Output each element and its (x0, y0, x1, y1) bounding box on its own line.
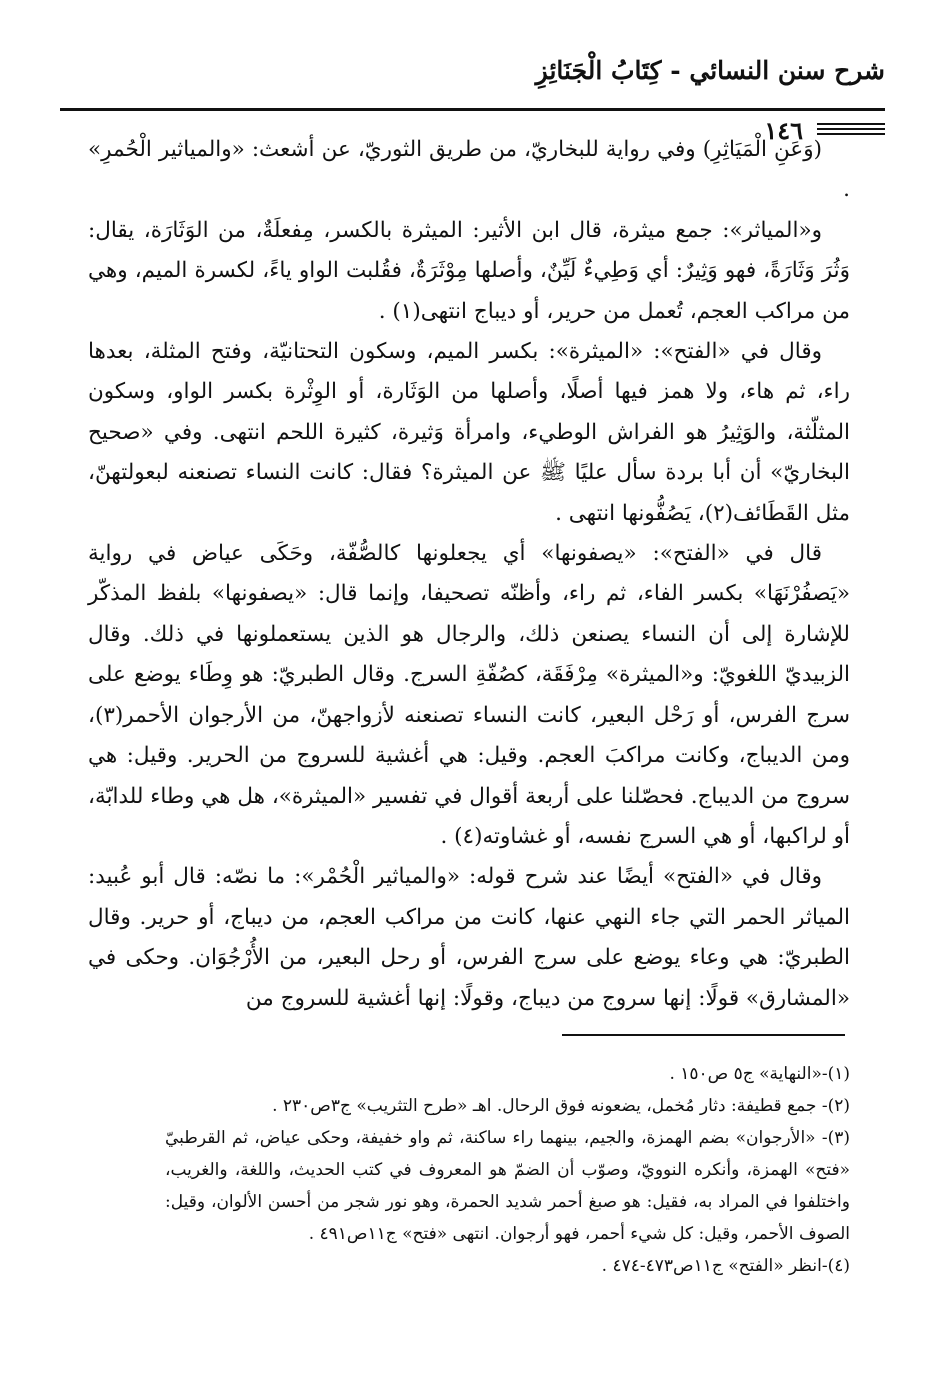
running-title: شرح سنن النسائي - كِتَابُ الْجَنَائِزِ (535, 56, 885, 85)
paragraph: وقال في «الفتح» أيضًا عند شرح قوله: «والمياثير الْحُمْر»: ما نصّه: قال أبو عُبيد: المياثر الحمر التي جاء النهي عنها، كانت من مراكب العجم، من ديباج، أو حرير. وقال الطبريّ: هي وعاء يوضع على سرج الفرس، أو رحل البعير، من الأُرْجُوَان. وحكى في «المشارق» قولًا: إنها سروج من ديباج، وقولًا: إنها أغشية للسروج من (88, 864, 850, 1011)
footnote: (٢)- جمع قطيفة: دثار مُخمل، يضعونه فوق الرحال. اهـ «طرح التثريب» ج٣ص٢٣٠ . (272, 1096, 850, 1116)
paragraph: وقال في «الفتح»: «الميثرة»: بكسر الميم، وسكون التحتانيّة، وفتح المثلة، بعدها راء، ثم هاء، ولا همز فيها أصلًا، وأصلها من الوَثَارة، أو الوِثْرة بكسر الواو، وسكون المثلّثة، والوَثِيرُ هو الفراش الوطيء، وامرأة وَثيرة، كثيرة اللحم انتهى. وفي «صحيح البخاريّ» أن أبا بردة سأل عليًا ﷺ عن الميثرة؟ فقال: كانت النساء تصنعنه لبعولتهنّ، مثل القَطَائف(٢)، يَصُفُّونها انتهى . (88, 339, 850, 526)
footnote-separator (562, 1034, 845, 1036)
header-rule (60, 108, 885, 111)
main-text (88, 130, 850, 1019)
footnote: (٤)-انظر «الفتح» ج١١ص٤٧٣-٤٧٤ . (601, 1256, 850, 1276)
paragraph: و«المياثر»: جمع ميثرة، قال ابن الأثير: الميثرة بالكسر، مِفعلَةٌ، من الوَثَارَة، يقال: وَثُرَ وَثَارَةً، فهو وَثِيرٌ: أي وَطِيءٌ لَيِّنٌ، وأصلها مِوْثَرَةٌ، فقُلبت الواو ياءً، لكسرة الميم، وهي من مراكب العجم، تُعمل من حرير، أو ديباج انتهى(١) . (88, 217, 850, 324)
paragraph: (وَعَنِ الْمَيَاثِرِ) وفي رواية للبخاريّ، من طريق الثوريّ، عن أشعث: «والمياثير الْحُمرِ» . (88, 137, 850, 203)
paragraph: قال في «الفتح»: «يصفونها» أي يجعلونها كالصُّفّة، وحَكَى عياض في رواية «يَصفُرْنَهَا» بكسر الفاء، ثم راء، وأظنّه تصحيفا، وإنما قال: «يصفونها» بلفظ المذكّر للإشارة إلى أن النساء يصنعن ذلك، والرجال هو الذين يستعملونها في ذلك. وقال الزبيديّ اللغويّ: و«الميثرة» مِرْفَقَة، كصُفّةِ السرج. وقال الطبريّ: هو وِطَاء يوضع على سرج الفرس، أو رَحْل البعير، كانت النساء تصنعنه لأزواجهنّ، من الأرجوان الأحمر(٣)، ومن الديباج، وكانت مراكبَ العجم. وقيل: هي أغشية للسروج من الحرير. وقيل: هي سروج من الديباج. فحصّلنا على أربعة أقوال في تفسير «الميثرة»، هل هي وطاء للدابّة، أو لراكبها، أو هي السرج نفسه، أو غشاوته(٤) . (88, 541, 850, 849)
footnote: (١)-«النهاية» ج٥ ص١٥٠ . (669, 1064, 850, 1084)
page-header (60, 28, 885, 145)
page-number: ١٤٦ (764, 116, 803, 145)
footnote: (٣)- «الأرجوان» بضم الهمزة، والجيم، بينهما راء ساكنة، ثم واو خفيفة، وحكى عياض، ثم القرطبيّ «فتح» الهمزة، وأنكره النوويّ، وصوّب أن الضمّ هو المعروف في كتب الحديث، واللغة، والغريب، واختلفوا في المراد به، فقيل: هو صبغ أحمر شديد الحمرة، وهو نور شجر من أحسن الألوان، وقيل: الصوف الأحمر، وقيل: كل شيء أحمر، فهو أرجوان. انتهى «فتح» ج١١ص٤٩١ . (165, 1128, 850, 1244)
footnotes (165, 1058, 850, 1282)
